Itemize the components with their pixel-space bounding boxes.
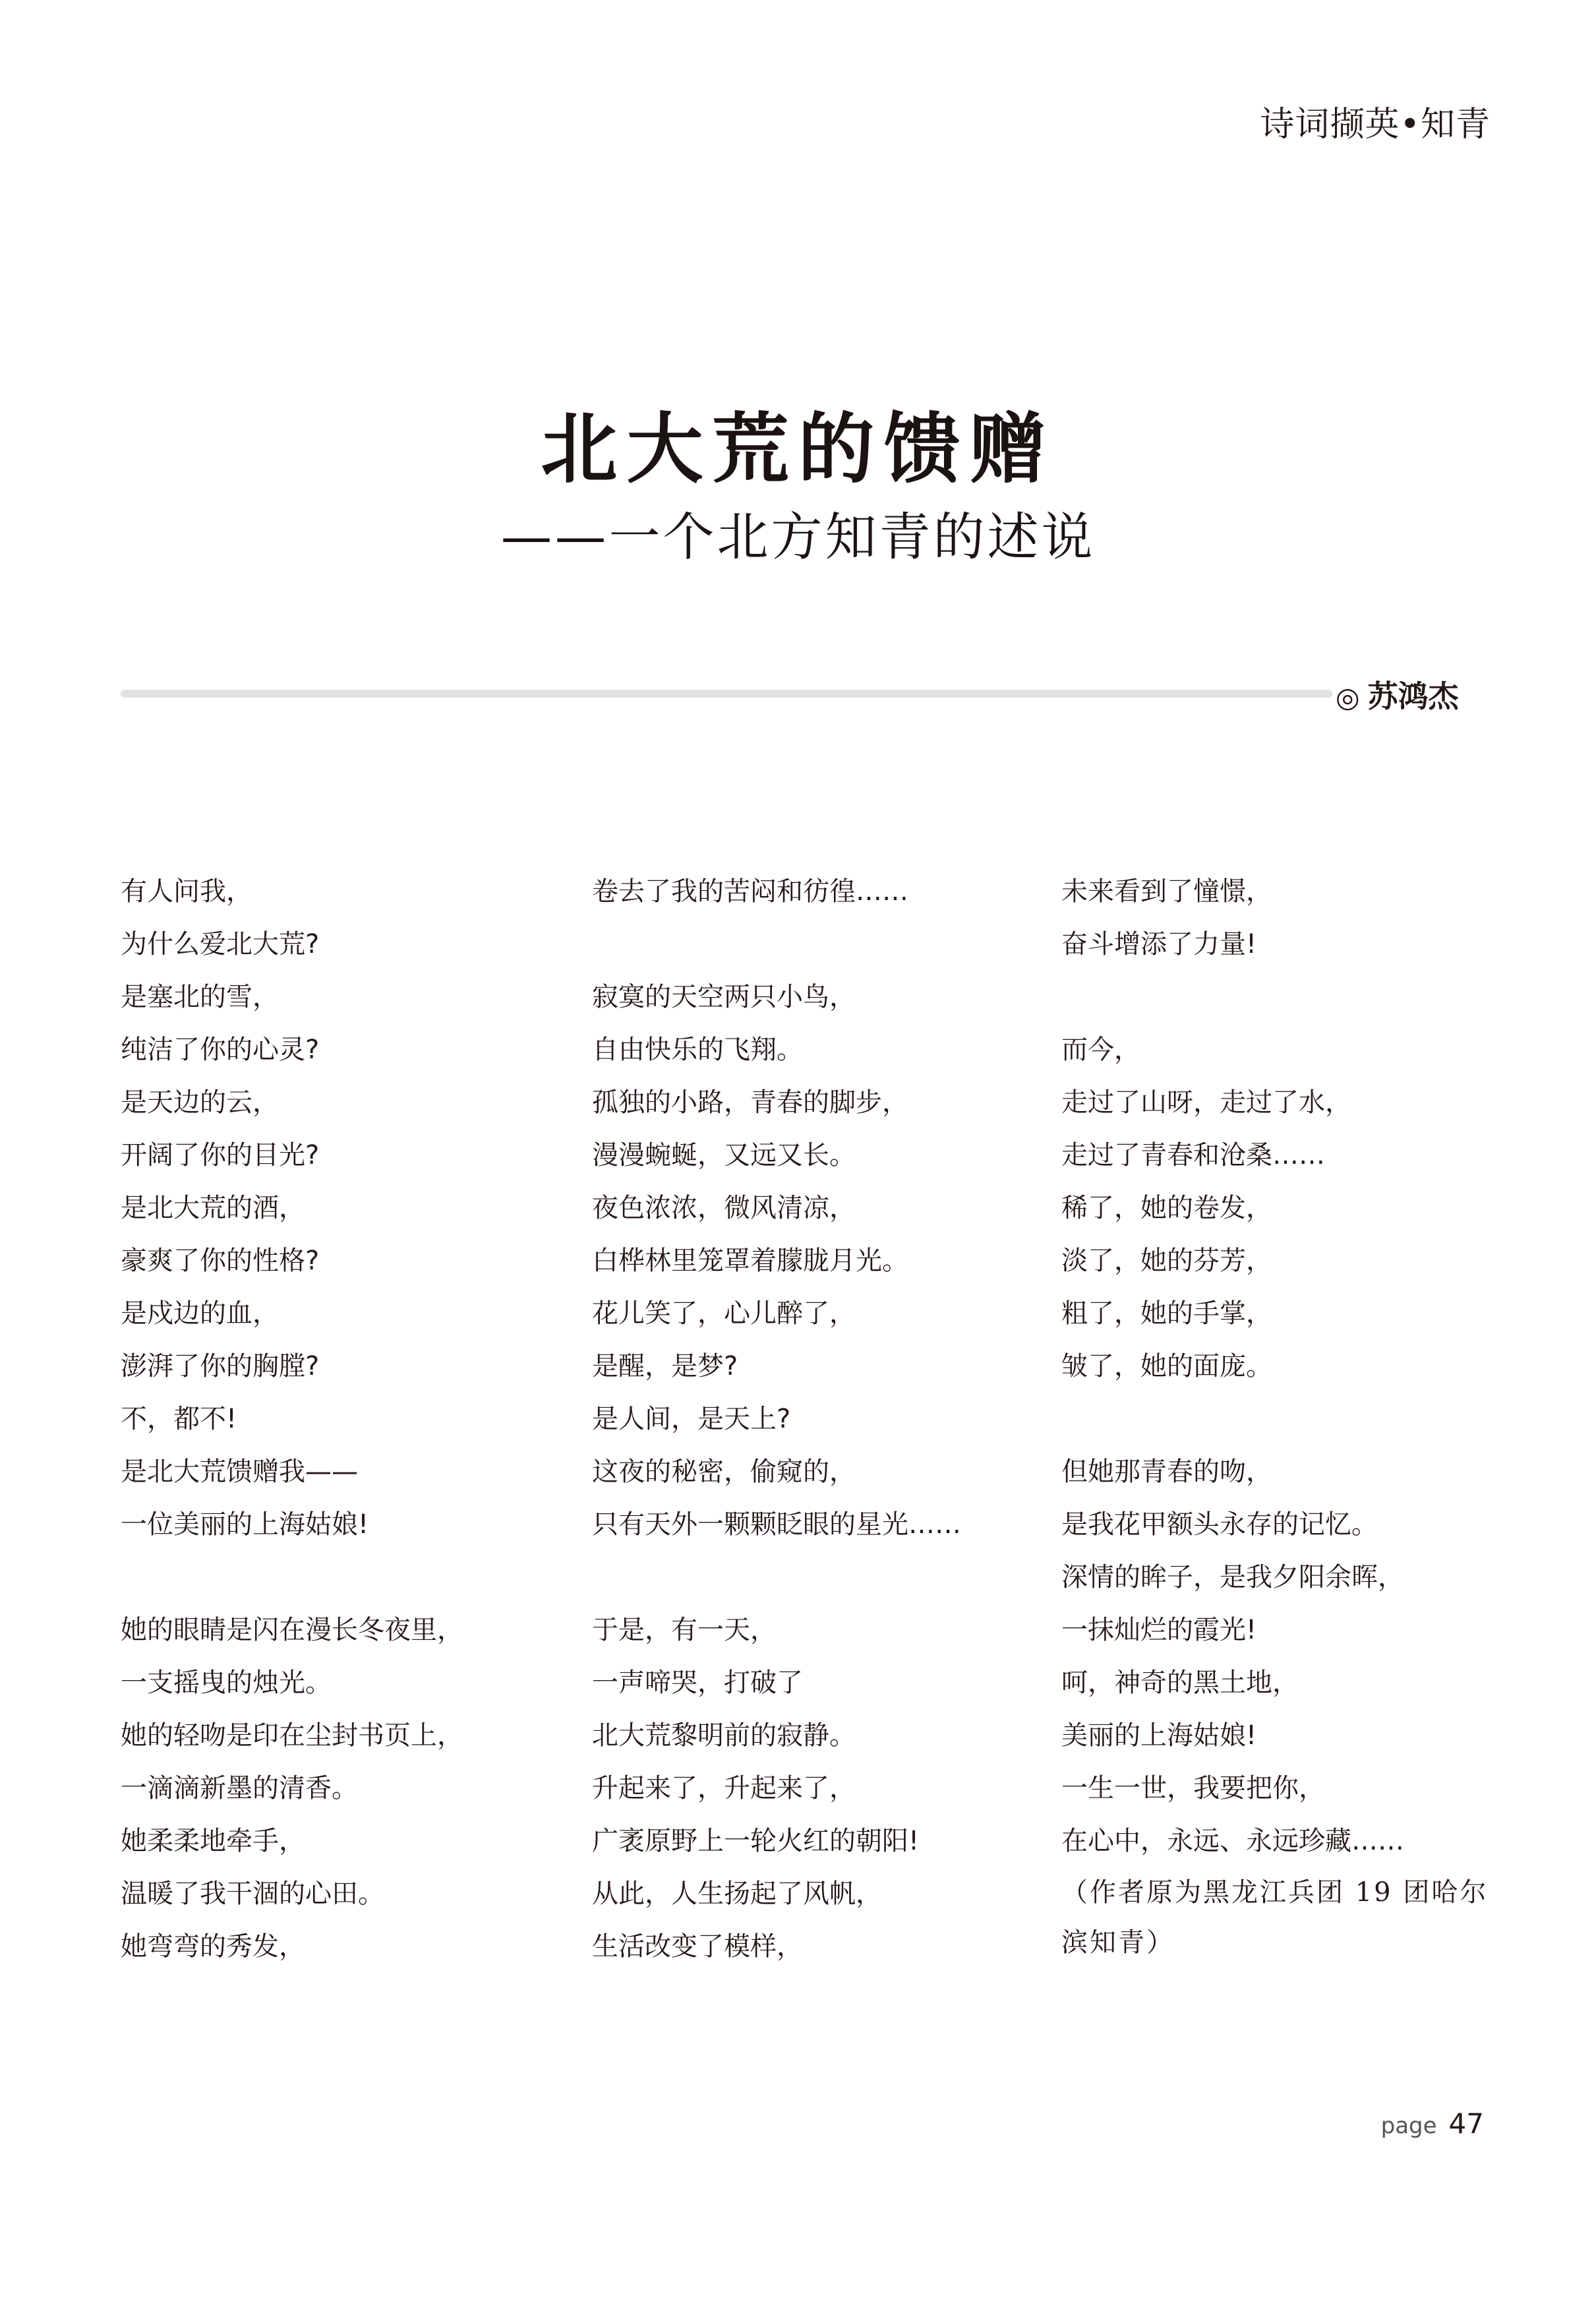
stanza-break <box>1061 1393 1510 1445</box>
poem-line: 纯洁了你的心灵? <box>121 1035 320 1065</box>
poem-line: 白桦林里笼罩着朦胧月光。 <box>592 1246 908 1276</box>
poem-line: 呵，神奇的黑土地， <box>1061 1668 1299 1698</box>
poem-line: 生活改变了模样， <box>592 1931 803 1962</box>
poem-line: 孤独的小路，青春的脚步， <box>592 1087 908 1118</box>
poem-line: 广袤原野上一轮火红的朝阳! <box>592 1826 920 1856</box>
stanza-break <box>1061 971 1510 1023</box>
poem-line: 只有天外一颗颗眨眼的星光…… <box>592 1509 961 1540</box>
poem-line: 在心中，永远、永远珍藏…… <box>1061 1826 1404 1856</box>
poem-line: 温暖了我干涸的心田。 <box>121 1879 384 1909</box>
poem-line: 她的眼睛是闪在漫长冬夜里， <box>121 1615 463 1645</box>
poem-line: 自由快乐的飞翔。 <box>592 1035 803 1065</box>
title-divider <box>121 690 1332 698</box>
poem-line: 淡了，她的芬芳， <box>1061 1246 1272 1276</box>
author-mark-icon: ◎ <box>1336 681 1360 713</box>
poem-line: 一滴滴新墨的清香。 <box>121 1773 358 1803</box>
poem-line: 粗了，她的手掌， <box>1061 1298 1272 1329</box>
poem-line: 是醒，是梦? <box>592 1351 738 1381</box>
poem-line: 北大荒黎明前的寂静。 <box>592 1720 856 1751</box>
poem-column-1 <box>121 865 569 1973</box>
author-byline <box>1336 673 1459 716</box>
poem-line: 深情的眸子，是我夕阳余晖， <box>1061 1562 1404 1592</box>
poem-line: 美丽的上海姑娘! <box>1061 1720 1257 1751</box>
stanza-break <box>592 918 1040 971</box>
stanza-break <box>121 1551 569 1604</box>
poem-line: 一抹灿烂的霞光! <box>1061 1615 1257 1645</box>
poem-line: 稀了，她的卷发， <box>1061 1193 1272 1223</box>
poem-line: 是天边的云， <box>121 1087 279 1118</box>
poem-line: 卷去了我的苦闷和彷徨…… <box>592 876 908 907</box>
poem-line: 为什么爱北大荒? <box>121 929 320 959</box>
poem-line: 一支摇曳的烛光。 <box>121 1668 332 1698</box>
poem-line: 升起来了，升起来了， <box>592 1773 856 1803</box>
page-number: 47 <box>1448 2107 1484 2140</box>
author-note: （作者原为黑龙江兵团 19 团哈尔滨知青） <box>1061 1877 1489 1958</box>
poem-line: 豪爽了你的性格? <box>121 1246 320 1276</box>
poem-line: 走过了青春和沧桑…… <box>1061 1140 1325 1170</box>
poem-line: 漫漫蜿蜒，又远又长。 <box>592 1140 856 1170</box>
poem-column-2 <box>592 865 1040 1973</box>
poem-line: 皱了，她的面庞。 <box>1061 1351 1272 1381</box>
poem-line: 她弯弯的秀发， <box>121 1931 305 1962</box>
poem-line: 而今， <box>1061 1035 1140 1065</box>
poem-line: 未来看到了憧憬， <box>1061 876 1272 907</box>
poem-line: 开阔了你的目光? <box>121 1140 320 1170</box>
poem-line: 奋斗增添了力量! <box>1061 929 1257 959</box>
poem-line: 夜色浓浓，微风清凉， <box>592 1193 856 1223</box>
poem-line: 是我花甲额头永存的记忆。 <box>1061 1509 1378 1540</box>
poem-line: 这夜的秘密，偷窥的， <box>592 1457 856 1487</box>
poem-line: 花儿笑了，心儿醉了， <box>592 1298 856 1329</box>
poem-line: 但她那青春的吻， <box>1061 1457 1272 1487</box>
section-tag: 诗词撷英•知青 <box>1260 105 1491 144</box>
poem-line: 是塞北的雪， <box>121 982 279 1012</box>
poem-line: 是北大荒的酒， <box>121 1193 305 1223</box>
poem-line: 她的轻吻是印在尘封书页上， <box>121 1720 463 1751</box>
poem-line: 寂寞的天空两只小鸟， <box>592 982 856 1012</box>
poem-subtitle: ——一个北方知青的述说 <box>500 508 1096 567</box>
author-name: 苏鸿杰 <box>1367 679 1459 714</box>
poem-line: 走过了山呀，走过了水， <box>1061 1087 1351 1118</box>
poem-line: 一声啼哭，打破了 <box>592 1668 803 1698</box>
poem-line: 有人问我， <box>121 876 252 907</box>
stanza-break <box>592 1551 1040 1604</box>
poem-line: 不，都不! <box>121 1404 237 1434</box>
poem-line: 一生一世，我要把你， <box>1061 1773 1325 1803</box>
poem-line: 是戍边的血， <box>121 1298 279 1329</box>
page-folio <box>1381 2107 1484 2140</box>
poem-line: 她柔柔地牵手， <box>121 1826 305 1856</box>
poem-line: 于是，有一天， <box>592 1615 777 1645</box>
poem-line: 是人间，是天上? <box>592 1404 791 1434</box>
poem-title: 北大荒的馈赠 <box>541 405 1055 494</box>
poem-line: 是北大荒馈赠我—— <box>121 1457 358 1487</box>
poem-line: 从此，人生扬起了风帆， <box>592 1879 882 1909</box>
poem-column-3 <box>1061 865 1510 1968</box>
page-label: page <box>1380 2113 1437 2139</box>
poem-line: 澎湃了你的胸膛? <box>121 1351 320 1381</box>
poem-line: 一位美丽的上海姑娘! <box>121 1509 369 1540</box>
